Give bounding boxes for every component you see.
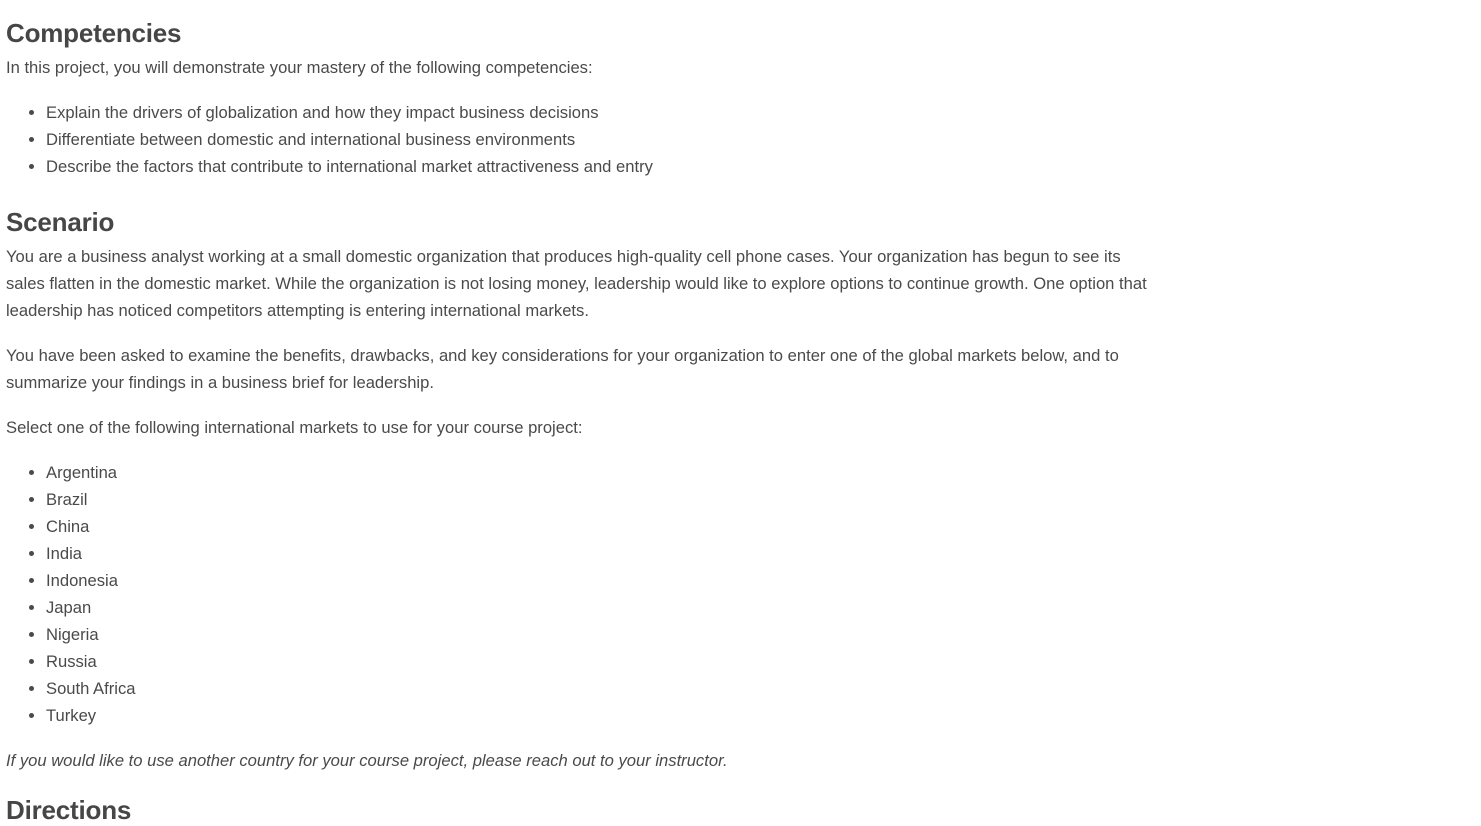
list-item: • Japan bbox=[46, 594, 135, 621]
list-item: • India bbox=[46, 540, 135, 567]
competencies-heading: Competencies bbox=[6, 18, 182, 48]
list-item: • Explain the drivers of globalization and how they impact business decisions bbox=[46, 99, 653, 126]
directions-heading: Directions bbox=[6, 795, 132, 825]
list-item: • Turkey bbox=[46, 702, 135, 729]
scenario-heading: Scenario bbox=[6, 207, 115, 237]
list-item: • Differentiate between domestic and international business environments bbox=[46, 126, 653, 153]
list-item: • China bbox=[46, 513, 135, 540]
list-item: • Argentina bbox=[46, 459, 135, 486]
competencies-intro: In this project, you will demonstrate your mastery of the following competencies: bbox=[6, 58, 593, 77]
list-item: • Indonesia bbox=[46, 567, 135, 594]
list-item: • Nigeria bbox=[46, 621, 135, 648]
list-item: • Russia bbox=[46, 648, 135, 675]
list-item: • Brazil bbox=[46, 486, 135, 513]
markets-list bbox=[6, 459, 135, 729]
competencies-list bbox=[6, 99, 653, 180]
list-item: • Describe the factors that contribute to international market attractiveness and entry bbox=[46, 153, 653, 180]
instructor-note: If you would like to use another country for your course project, please reach out to your instructor. bbox=[6, 751, 728, 770]
list-item: • South Africa bbox=[46, 675, 135, 702]
scenario-paragraph: You are a business analyst working at a small domestic organization that produces high-quality cell phone cases. Your organization has begun to see its sales flatten in the domestic market. While the organization is not losing money, leadership would like to explore options to continue growth. One option that leadership has noticed competitors attempting is entering international markets. bbox=[6, 247, 1147, 320]
market-select-prompt: Select one of the following international markets to use for your course project: bbox=[6, 418, 583, 437]
scenario-paragraph: You have been asked to examine the benefits, drawbacks, and key considerations for your organization to enter one of the global markets below, and to summarize your findings in a business brief for leadership. bbox=[6, 346, 1119, 392]
